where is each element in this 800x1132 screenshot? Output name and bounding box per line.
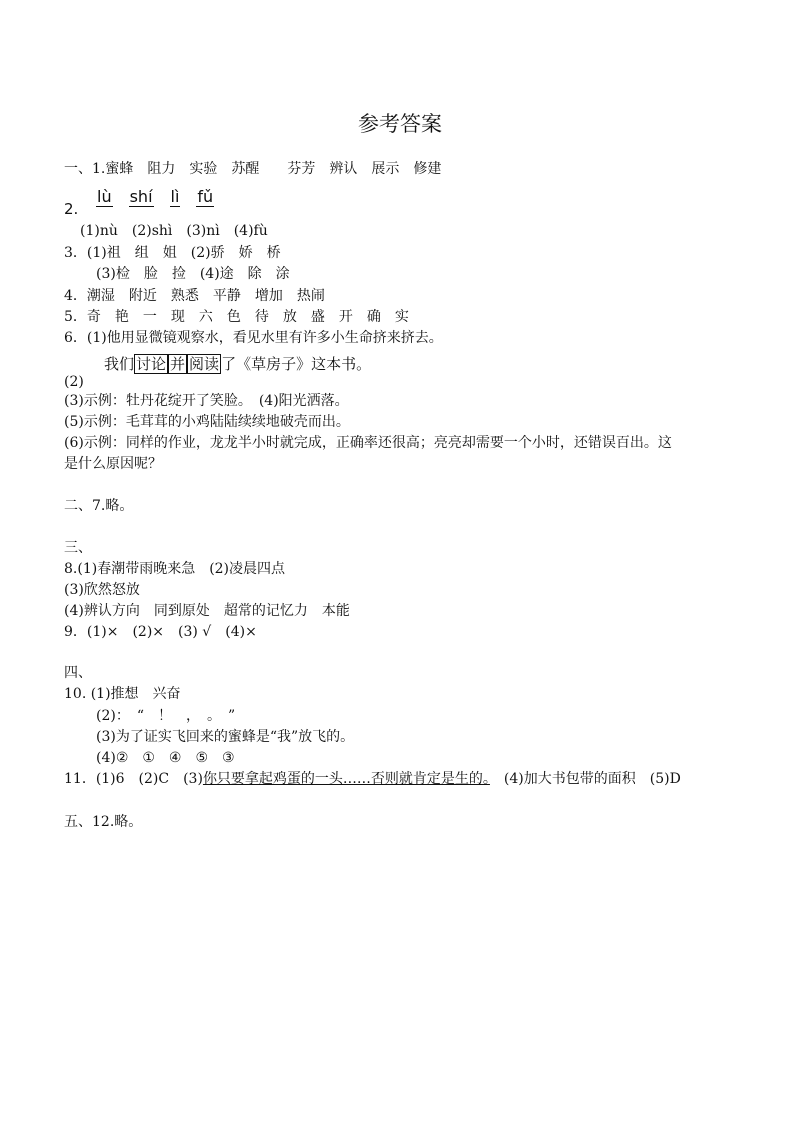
boxed-word: 并	[170, 355, 186, 373]
q11-part: (4)加大书包带的面积 (5)D	[489, 771, 681, 787]
answer-q6-1: 6．(1)他用显微镜观察水，看见水里有许多小生命挤来挤去。	[64, 330, 443, 346]
section-4-heading: 四、	[64, 665, 92, 681]
answer-q3-a: 3．(1)祖 组 姐 (2)骄 娇 桥	[64, 245, 281, 261]
pinyin-blank: lì	[170, 187, 180, 206]
pinyin-blank: lù	[97, 187, 112, 206]
answer-q3-b: (3)检 脸 捡 (4)途 除 涂	[96, 266, 290, 282]
answer-q1: 一、1.蜜蜂 阻力 实验 苏醒 芬芳 辨认 展示 修建	[64, 161, 442, 177]
answer-q5: 5．奇 艳 一 现 六 色 待 放 盛 开 确 实	[64, 309, 409, 325]
answer-q8-3: (3)欣然怒放	[64, 582, 140, 598]
boxed-word: 阅读	[189, 355, 220, 373]
page-title: 参考答案	[358, 112, 442, 136]
answer-q4: 4．潮湿 附近 熟悉 平静 增加 热闹	[64, 288, 325, 304]
answer-q7: 二、7.略。	[64, 498, 134, 514]
answer-q9: 9．(1)× (2)× (3) √ (4)×	[64, 624, 257, 640]
section-3-heading: 三、	[64, 540, 92, 556]
answer-q2-number: 2.	[64, 200, 79, 218]
answer-q2-sub: (1)nù (2)shì (3)nì (4)fù	[80, 223, 268, 239]
answer-q10-3: (3)为了证实飞回来的蜜蜂是“我”放飞的。	[96, 729, 355, 745]
answer-q6-6b: 是什么原因呢？	[64, 456, 162, 472]
answer-q6-5: (5)示例：毛茸茸的小鸡陆陆续续地破壳而出。	[64, 414, 350, 430]
answer-q10-2: (2)： “ ！ ， 。 ”	[96, 708, 236, 724]
boxed-word: 讨论	[136, 355, 167, 373]
answer-q11	[64, 770, 681, 788]
answer-q6-6a: (6)示例：同样的作业，龙龙半小时就完成，正确率还很高；亮亮却需要一个小时，还错误百出。这	[64, 435, 672, 451]
answer-q6-2-sentence	[104, 354, 371, 374]
answer-q8-4: (4)辨认方向 同到原处 超常的记忆力 本能	[64, 603, 350, 619]
pinyin-row	[96, 188, 230, 207]
answer-q6-2-number: (2)	[64, 374, 84, 390]
answer-q10-4: (4)② ① ④ ⑤ ③	[96, 750, 235, 766]
answer-q8-1: 8.(1)春潮带雨晚来急 (2)凌晨四点	[64, 561, 286, 577]
answer-q6-3: (3)示例：牡丹花绽开了笑脸。 (4)阳光洒落。	[64, 393, 349, 409]
pinyin-blank: shí	[129, 187, 153, 206]
sentence-part: 我们	[104, 355, 135, 373]
answer-q12: 五、12.略。	[64, 814, 143, 830]
answer-q10-1: 10. (1)推想 兴奋	[64, 686, 181, 702]
underlined-answer: 你只要拿起鸡蛋的一头……否则就肯定是生的。	[202, 771, 490, 787]
q11-part: 11．(1)6 (2)C (3)	[64, 771, 203, 787]
sentence-part: 了《草房子》这本书。	[221, 355, 372, 373]
pinyin-blank: fǔ	[197, 187, 214, 206]
